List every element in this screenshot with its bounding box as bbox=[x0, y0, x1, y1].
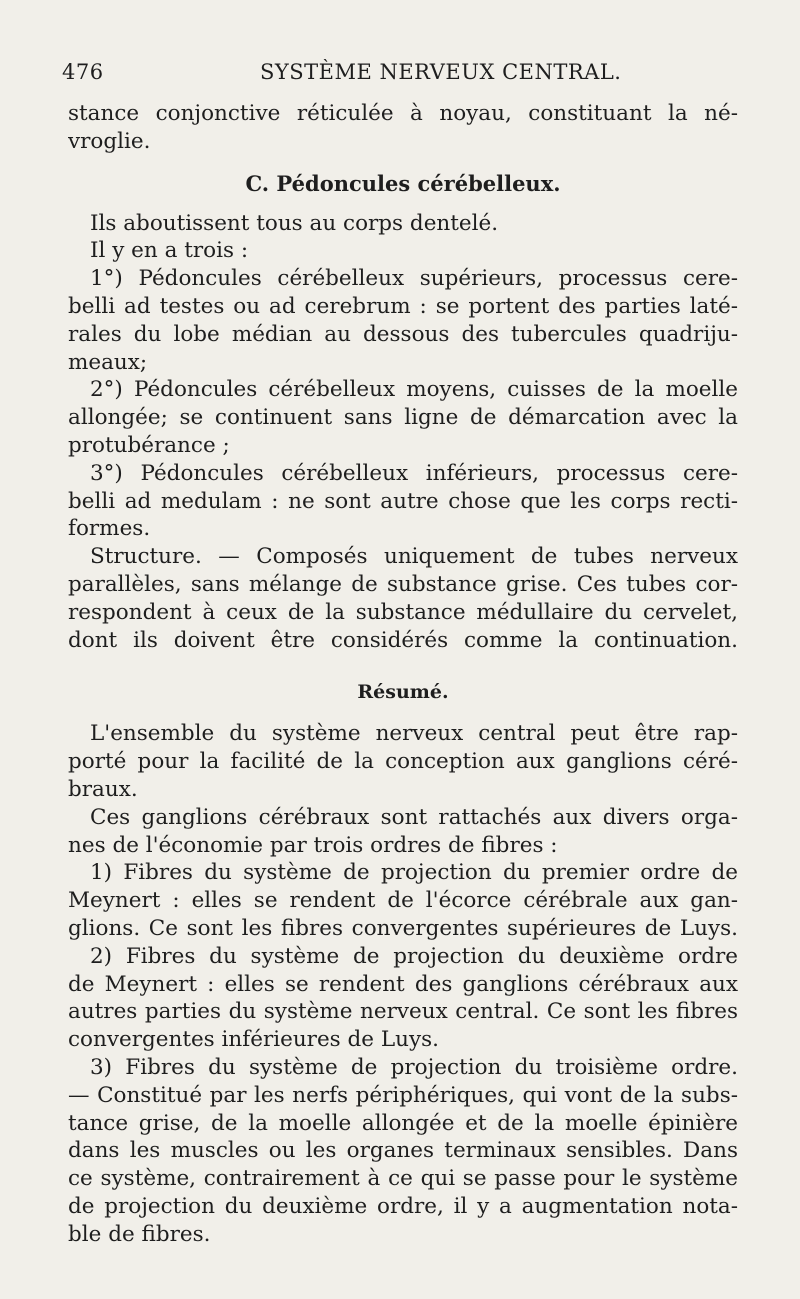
text-line: 1°) Pédoncules cérébelleux supérieurs, processus cere- bbox=[90, 266, 738, 292]
text-line: dans les muscles ou les organes terminaux sensibles. Dans bbox=[68, 1138, 738, 1164]
text-line: meaux; bbox=[68, 349, 148, 375]
text-line: parallèles, sans mélange de substance grise. Ces tubes cor- bbox=[68, 571, 738, 597]
text-line: autres parties du système nerveux central. Ce sont les fibres bbox=[68, 999, 738, 1025]
page-header bbox=[62, 60, 742, 90]
text-line: ble de fibres. bbox=[68, 1221, 211, 1247]
page-body bbox=[68, 100, 738, 1248]
text-line: tance grise, de la moelle allongée et de la moelle épinière bbox=[68, 1110, 738, 1136]
text-line: allongée; se continuent sans ligne de démarcation avec la bbox=[68, 405, 738, 431]
text-line: Il y en a trois : bbox=[90, 238, 249, 264]
text-line: 2) Fibres du système de projection du deuxième ordre bbox=[90, 943, 738, 969]
text-line: 2°) Pédoncules cérébelleux moyens, cuisses de la moelle bbox=[90, 377, 738, 403]
text-line: rales du lobe médian au dessous des tubercules quadriju- bbox=[68, 321, 738, 347]
text-line: Structure. — Composés uniquement de tubes nerveux bbox=[90, 544, 738, 570]
text-line: ce système, contrairement à ce qui se passe pour le système bbox=[68, 1166, 738, 1192]
text-line: nes de l'économie par trois ordres de fibres : bbox=[68, 832, 558, 858]
page-number: 476 bbox=[62, 60, 104, 84]
text-line: — Constitué par les nerfs périphériques, qui vont de la subs- bbox=[68, 1082, 738, 1108]
text-line: porté pour la facilité de la conception aux ganglions céré- bbox=[68, 749, 738, 775]
text-line: glions. Ce sont les fibres convergentes supérieures de Luys. bbox=[68, 915, 738, 941]
text-line: de projection du deuxième ordre, il y a augmentation nota- bbox=[68, 1193, 738, 1219]
text-line: 1) Fibres du système de projection du premier ordre de bbox=[90, 860, 738, 886]
text-line: 3°) Pédoncules cérébelleux inférieurs, processus cere- bbox=[90, 460, 738, 486]
text-line: protubérance ; bbox=[68, 432, 230, 458]
text-line: stance conjonctive réticulée à noyau, constituant la né- bbox=[68, 101, 738, 126]
text-line: L'ensemble du système nerveux central peut être rap- bbox=[90, 721, 738, 747]
text-line: convergentes inférieures de Luys. bbox=[68, 1027, 440, 1053]
section-heading-pedoncules: C. Pédoncules cérébelleux. bbox=[245, 170, 561, 196]
text-line: Ces ganglions cérébraux sont rattachés aux divers orga- bbox=[90, 804, 738, 830]
section-heading-resume: Résumé. bbox=[357, 681, 449, 704]
text-line: braux. bbox=[68, 776, 138, 802]
text-line: vroglie. bbox=[68, 128, 151, 154]
running-title: SYSTÈME NERVEUX CENTRAL. bbox=[260, 60, 622, 84]
text-line: Ils aboutissent tous au corps dentelé. bbox=[90, 210, 499, 236]
text-line: de Meynert : elles se rendent des ganglions cérébraux aux bbox=[68, 971, 738, 997]
text-line: dont ils doivent être considérés comme la continuation. bbox=[68, 627, 738, 653]
text-line: belli ad medulam : ne sont autre chose que les corps recti- bbox=[68, 488, 738, 514]
text-line: 3) Fibres du système de projection du troisième ordre. bbox=[90, 1054, 738, 1080]
text-line: Meynert : elles se rendent de l'écorce cérébrale aux gan- bbox=[68, 888, 738, 914]
text-line: belli ad testes ou ad cerebrum : se portent des parties laté- bbox=[68, 293, 738, 319]
text-line: formes. bbox=[68, 516, 151, 542]
text-line: respondent à ceux de la substance médullaire du cervelet, bbox=[68, 599, 738, 625]
